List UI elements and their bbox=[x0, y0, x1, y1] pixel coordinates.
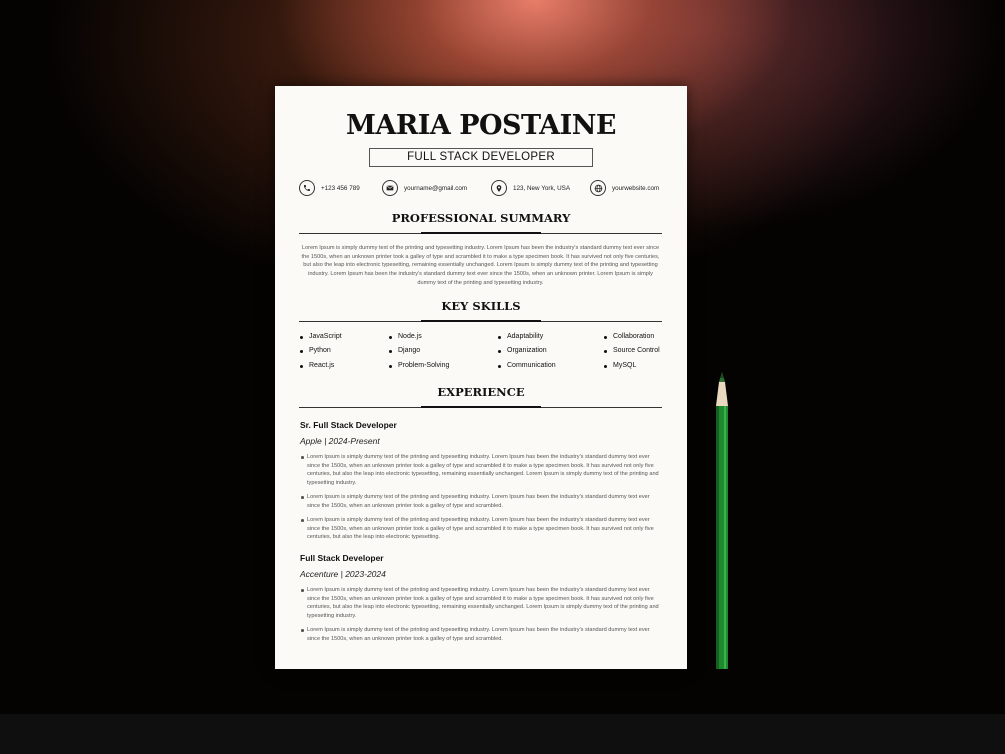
address-text: 123, New York, USA bbox=[513, 184, 571, 192]
phone-icon bbox=[299, 180, 315, 196]
job-2-bullet: Lorem Ipsum is simply dummy text of the printing and typesetting industry. Lorem Ipsum has been the industry's standard dummy text ever since the 1500s, when an unknown printer took a galley of type and scrambled it to make a type specimen book. It has survived not only five centuries, but also the leap into electronic typesetting, remaining essentially unchanged. Lorem Ipsum is simply dummy text of the printing and typesetting industry. bbox=[307, 586, 663, 621]
job-title-box: FULL STACK DEVELOPER bbox=[369, 148, 593, 167]
skill-item: Source Control bbox=[604, 344, 660, 358]
job-1-bullet: Lorem Ipsum is simply dummy text of the printing and typesetting industry. Lorem Ipsum has been the industry's standard dummy text ever since the 1500s, when an unknown printer took a galley of type and scrambled it to make a type specimen book. It has survived not only five centuries, but also the leap into electronic typesetting, remaining essentially unchanged. Lorem Ipsum is simply dummy text of the printing and typesetting industry. bbox=[307, 453, 663, 488]
skill-item: Communication bbox=[498, 359, 556, 373]
job-1-bullet: Lorem Ipsum is simply dummy text of the printing and typesetting industry. Lorem Ipsum has been the industry's standard dummy text ever since the 1500s, when an unknown printer took a galley of type and scrambled it to make a type specimen book. It has survived not only five centuries, but also the leap into electronic typesetting. bbox=[307, 516, 663, 542]
summary-heading: PROFESSIONAL SUMMARY bbox=[391, 211, 571, 225]
location-icon bbox=[491, 180, 507, 196]
summary-divider-accent bbox=[421, 232, 541, 234]
contact-website bbox=[590, 179, 659, 197]
job-1-company: Apple | 2024-Present bbox=[300, 436, 380, 446]
skill-item: Organization bbox=[498, 344, 556, 358]
skill-item: Node.js bbox=[389, 330, 449, 344]
job-1-title: Sr. Full Stack Developer bbox=[300, 420, 397, 430]
mail-icon bbox=[382, 180, 398, 196]
skills-heading: KEY SKILLS bbox=[441, 299, 521, 313]
phone-text: +123 456 789 bbox=[321, 184, 360, 192]
skills-column-1 bbox=[300, 330, 342, 373]
website-text: yourwebsite.com bbox=[612, 184, 660, 192]
email-text: yourname@gmail.com bbox=[404, 184, 468, 192]
skill-item: Collaboration bbox=[604, 330, 660, 344]
globe-icon bbox=[590, 180, 606, 196]
skills-column-4 bbox=[604, 330, 660, 373]
resume-page bbox=[275, 86, 687, 669]
floor-strip bbox=[0, 714, 1005, 754]
skills-divider-accent bbox=[421, 320, 541, 322]
candidate-name: MARIA POSTAINE bbox=[345, 110, 617, 141]
skill-item: React.js bbox=[300, 359, 342, 373]
skill-item: Python bbox=[300, 344, 342, 358]
job-1-bullet: Lorem Ipsum is simply dummy text of the printing and typesetting industry. Lorem Ipsum has been the industry's standard dummy text ever since the 1500s, when an unknown printer took a galley of type and scrambled. bbox=[307, 493, 663, 510]
job-2-company: Accenture | 2023-2024 bbox=[300, 569, 386, 579]
skill-item: Django bbox=[389, 344, 449, 358]
skill-item: Adaptability bbox=[498, 330, 556, 344]
experience-divider-accent bbox=[421, 406, 541, 408]
job-2-bullet: Lorem Ipsum is simply dummy text of the printing and typesetting industry. Lorem Ipsum has been the industry's standard dummy text ever since the 1500s, when an unknown printer took a galley of type and scrambled. bbox=[307, 626, 663, 643]
skills-column-3 bbox=[498, 330, 556, 373]
skill-item: Problem-Solving bbox=[389, 359, 449, 373]
contact-address bbox=[491, 179, 570, 197]
contact-email bbox=[382, 179, 467, 197]
skill-item: JavaScript bbox=[300, 330, 342, 344]
contact-phone bbox=[299, 179, 360, 197]
skill-item: MySQL bbox=[604, 359, 660, 373]
experience-heading: EXPERIENCE bbox=[437, 385, 525, 399]
green-pencil bbox=[713, 372, 731, 669]
job-2-title: Full Stack Developer bbox=[300, 553, 384, 563]
summary-text: Lorem Ipsum is simply dummy text of the printing and typesetting industry. Lorem Ipsum has been the industry's standard dummy text ever since the 1500s, when an unknown printer took a galley of type and scrambled it to make a type specimen book. It has survived not only five centuries, but also the leap into electronic typesetting, remaining essentially unchanged. Lorem Ipsum is simply dummy text of the printing and typesetting industry. Lorem Ipsum has been the industry's standard dummy text ever since the 1500s, when an unknown printer. Lorem Ipsum is simply dummy text of the printing and typesetting industry. bbox=[301, 245, 660, 286]
skills-column-2 bbox=[389, 330, 449, 373]
